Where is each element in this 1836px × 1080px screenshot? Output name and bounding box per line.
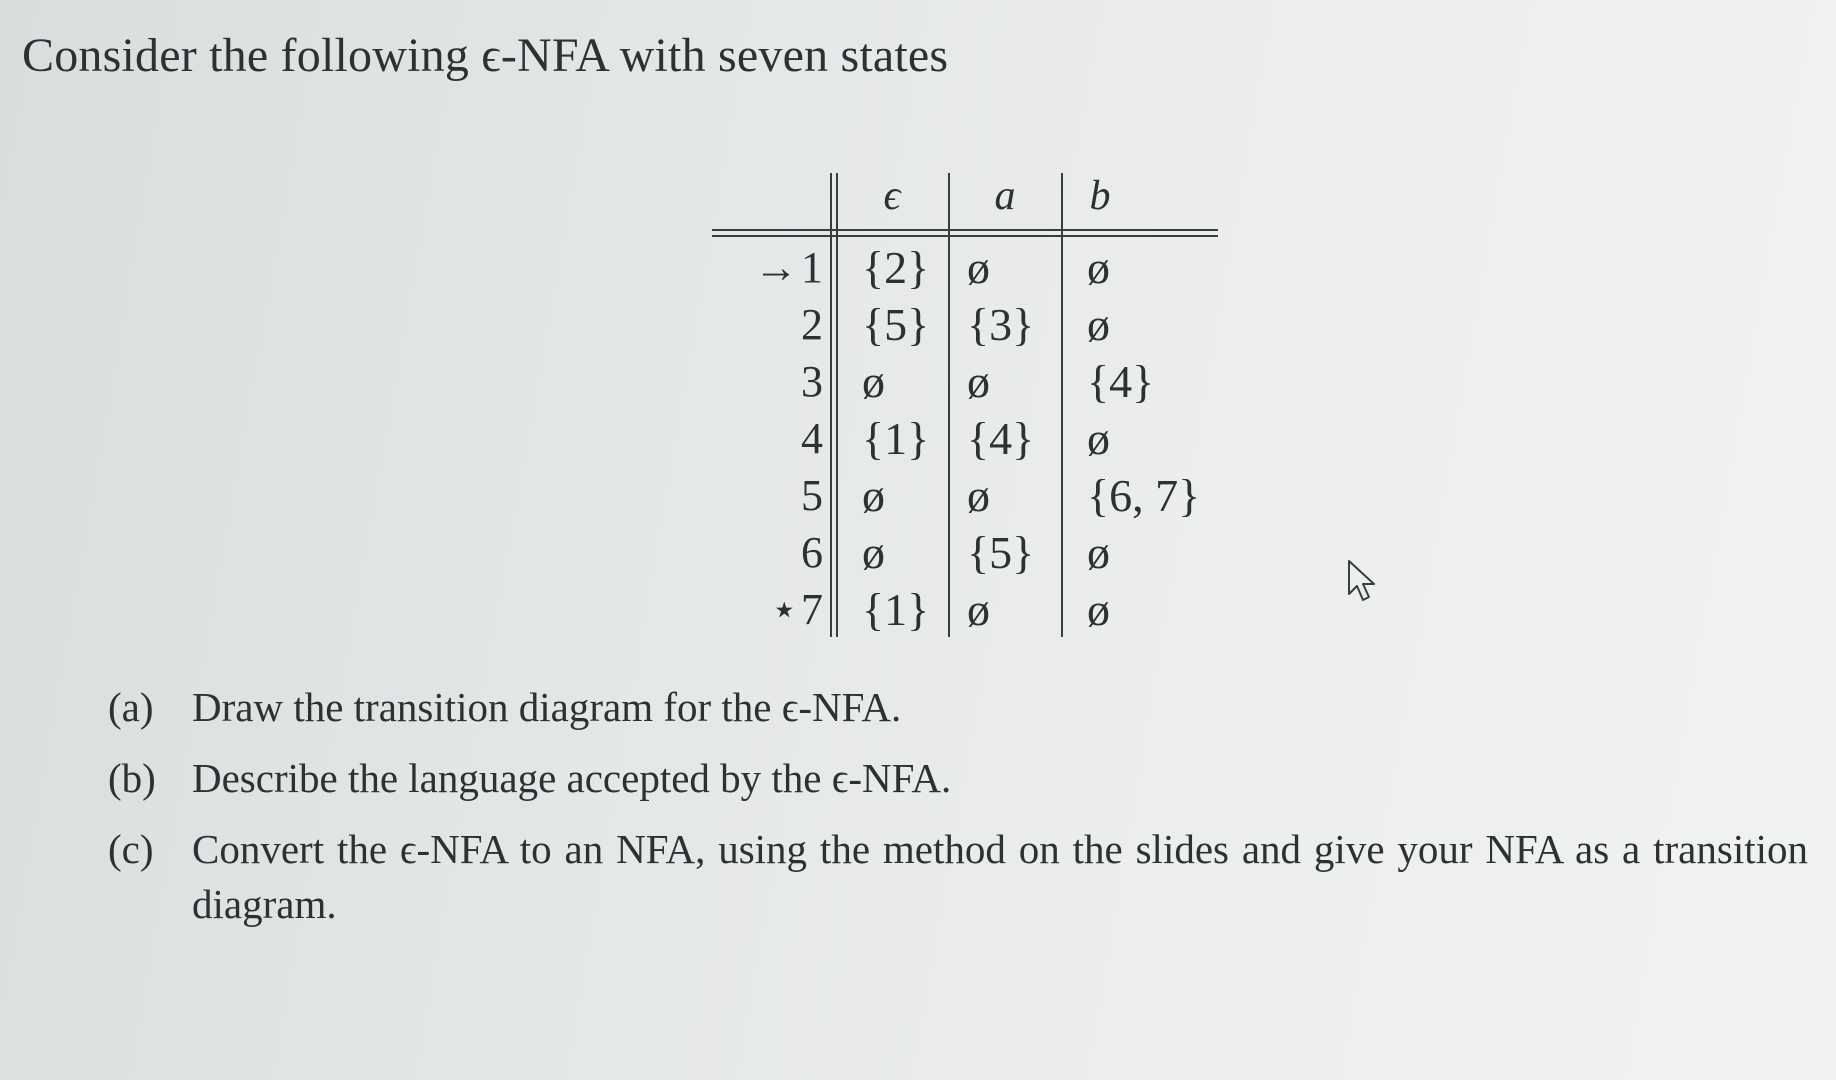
epsilon-transition: ø [862,470,885,521]
transition-table [712,165,1218,640]
state-label: 5 [801,471,823,520]
mouse-pointer-icon [1346,558,1380,611]
accept-state-star: ⋆ [770,585,798,634]
a-transition: ø [967,356,990,407]
a-transition: {3} [967,299,1035,350]
a-transition: ø [967,470,990,521]
epsilon-transition: {5} [862,299,930,350]
b-transition: ø [1087,413,1110,464]
state-label: 3 [801,357,823,406]
b-transition: ø [1087,527,1110,578]
start-state-arrow: → [754,243,798,292]
state-label: 7 [801,585,823,634]
question-label: (a) [108,684,154,730]
b-transition: ø [1087,584,1110,635]
question-item [108,680,1808,735]
a-transition: {4} [967,413,1035,464]
question-text: Describe the language accepted by the ϵ-NFA. [192,755,952,801]
question-list [108,680,1808,948]
question-label: (b) [108,755,156,801]
epsilon-transition: ø [862,356,885,407]
column-header-a: a [994,173,1016,219]
a-transition: ø [967,584,990,635]
epsilon-transition: {1} [862,413,930,464]
question-text: Draw the transition diagram for the ϵ-NFA. [192,684,902,730]
b-transition: {4} [1087,356,1155,407]
b-transition: ø [1087,299,1110,350]
epsilon-transition: ø [862,527,885,578]
column-header-epsilon: ϵ [883,173,901,219]
question-text: Convert the ϵ-NFA to an NFA, using the method on the slides and give your NFA as a transition diagram. [192,826,1808,927]
a-transition: {5} [967,527,1035,578]
epsilon-transition: {1} [862,584,930,635]
state-label: 4 [801,414,823,463]
b-transition: ø [1087,242,1110,293]
question-item [108,751,1808,806]
epsilon-transition: {2} [862,242,930,293]
a-transition: ø [967,242,990,293]
question-item [108,822,1808,932]
page-heading: Consider the following ϵ-NFA with seven states [22,29,949,82]
state-label: 2 [801,300,823,349]
state-label: 1 [801,243,823,292]
column-header-b: b [1089,173,1111,219]
b-transition: {6, 7} [1087,470,1201,521]
question-label: (c) [108,826,154,872]
state-label: 6 [801,528,823,577]
